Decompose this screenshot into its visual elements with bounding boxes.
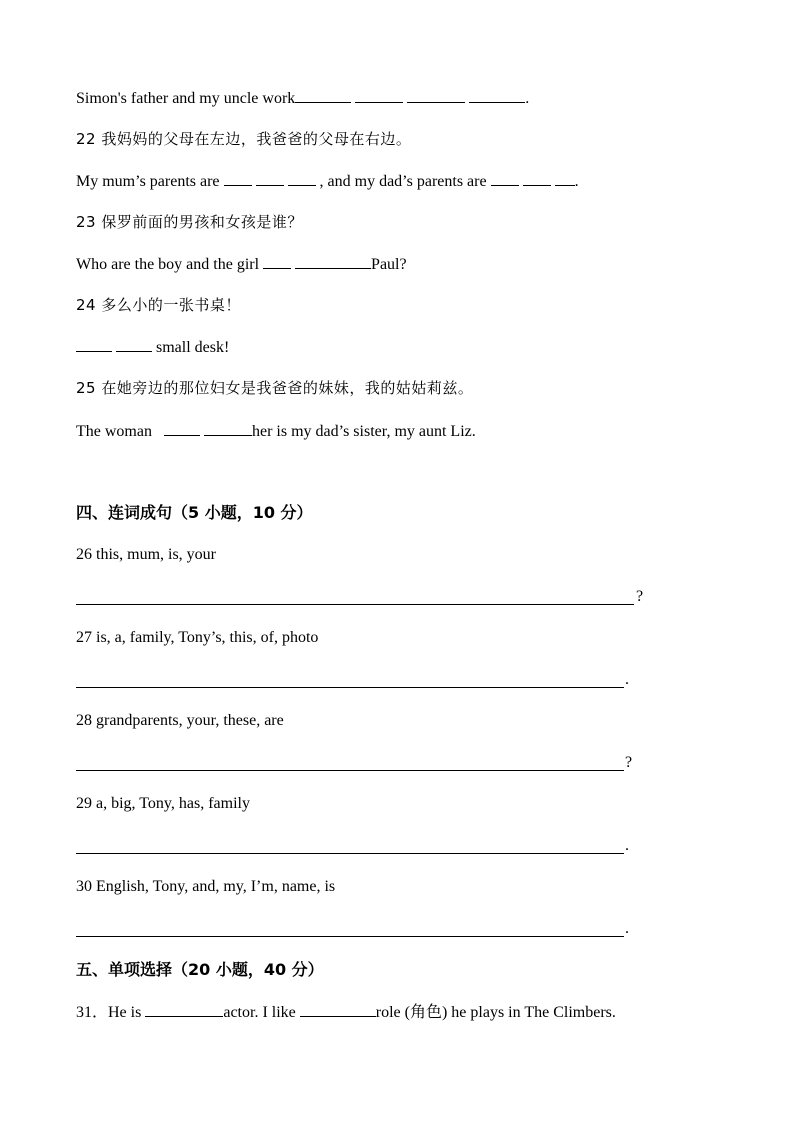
q26-answer-line[interactable]: [76, 604, 634, 605]
q24-chinese: 24 多么小的一张书桌！: [76, 296, 241, 314]
q27-answer-line[interactable]: [76, 687, 624, 688]
q24-sentence: [76, 337, 229, 358]
q28-prompt: 28 grandparents, your, these, are: [76, 712, 284, 729]
section-4-heading: 四、连词成句（5 小题，10 分）: [76, 503, 313, 522]
q30-end-mark: .: [625, 920, 629, 937]
q21-blank-3[interactable]: [407, 88, 465, 103]
section-5-heading: 五、单项选择（20 小题，40 分）: [76, 960, 324, 979]
q30-prompt: 30 English, Tony, and, my, I’m, name, is: [76, 878, 336, 895]
q26-end-mark: ?: [636, 588, 644, 605]
q22-sentence: [76, 171, 579, 192]
q31-text-3: role (角色) he plays in The Climbers.: [375, 1004, 616, 1021]
q25-sentence: [76, 421, 476, 442]
q24-text: small desk!: [156, 339, 230, 356]
q30-answer-line[interactable]: [76, 936, 624, 937]
q23-blank-1[interactable]: [263, 254, 291, 269]
q23-text-1: Who are the boy and the girl: [76, 256, 260, 273]
q22-text-1: My mum’s parents are: [76, 173, 220, 190]
q31-blank-2[interactable]: [300, 1002, 376, 1017]
q22-blank-4[interactable]: [491, 171, 519, 186]
q21-sentence: [76, 88, 529, 109]
q24-blank-1[interactable]: [76, 337, 112, 352]
q21-blank-4[interactable]: [469, 88, 525, 103]
q22-blank-3[interactable]: [288, 171, 316, 186]
q29-prompt: 29 a, big, Tony, has, family: [76, 795, 250, 812]
q22-end: .: [574, 173, 579, 190]
q23-chinese: 23 保罗前面的男孩和女孩是谁？: [76, 213, 303, 231]
q29-answer-line[interactable]: [76, 853, 624, 854]
q25-blank-1[interactable]: [164, 421, 200, 436]
q21-blank-1[interactable]: [295, 88, 351, 103]
q23-blank-3[interactable]: [331, 254, 371, 269]
q22-blank-2[interactable]: [256, 171, 284, 186]
q31-blank-1[interactable]: [145, 1002, 223, 1017]
q25-blank-2[interactable]: [204, 421, 252, 436]
q23-text-2: Paul?: [371, 256, 407, 273]
q25-text-1: The woman: [76, 423, 152, 440]
q28-end-mark: ?: [625, 754, 633, 771]
q29-end-mark: .: [625, 837, 629, 854]
q22-blank-5[interactable]: [523, 171, 551, 186]
q28-answer-line[interactable]: [76, 770, 624, 771]
q23-blank-2[interactable]: [295, 254, 331, 269]
q25-chinese: 25 在她旁边的那位妇女是我爸爸的妹妹，我的姑姑莉兹。: [76, 379, 474, 397]
q22-blank-1[interactable]: [224, 171, 252, 186]
q31-sentence: [76, 1002, 616, 1023]
q26-prompt: 26 this, mum, is, your: [76, 546, 217, 563]
q31-text-2: actor. I like: [223, 1004, 296, 1021]
q21-text: Simon's father and my uncle work: [76, 90, 296, 107]
q27-end-mark: .: [625, 671, 629, 688]
q27-prompt: 27 is, a, family, Tony’s, this, of, photo: [76, 629, 319, 646]
q25-text-2: her is my dad’s sister, my aunt Liz.: [251, 423, 476, 440]
q24-blank-2[interactable]: [116, 337, 152, 352]
q31-text-1: 31．He is: [76, 1004, 142, 1021]
q22-text-2: , and my dad’s parents are: [319, 173, 487, 190]
q22-chinese: 22 我妈妈的父母在左边，我爸爸的父母在右边。: [76, 130, 412, 148]
q23-sentence: [76, 254, 407, 275]
q22-blank-6[interactable]: [555, 171, 575, 186]
q21-end: .: [525, 90, 530, 107]
q21-blank-2[interactable]: [355, 88, 403, 103]
